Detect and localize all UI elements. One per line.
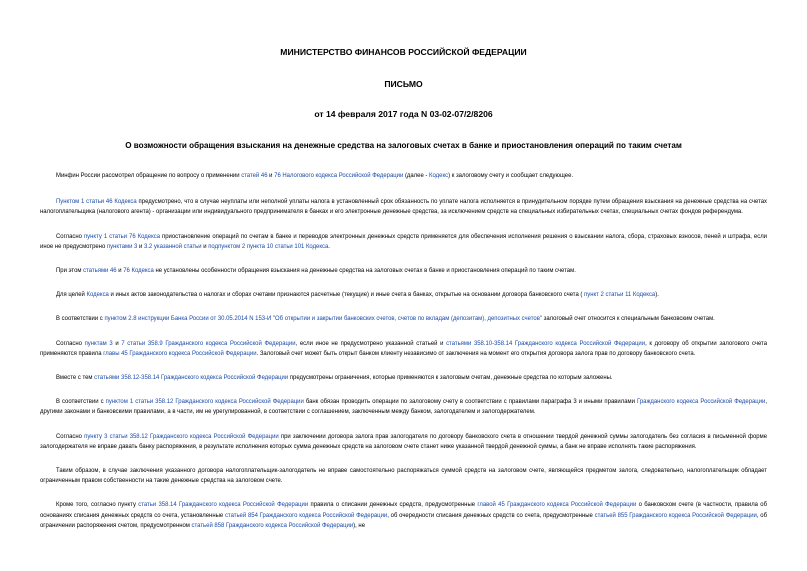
document-link[interactable]: пунктом 2.8 инструкции Банка России от 30.05.2014 N 153-И "Об открытии и закрытии банковских счетов, счетов по вкладам (депозитам), депозитных счетов" [104, 316, 542, 323]
paragraph-text: приостановление операций по счетам в банке и переводов электронных денежных средств применяется для обеспечения исполнения решения о взыскании налога, сбора, страховых взносов, пеней и штрафа, если иное не предусмотрено [40, 233, 767, 250]
paragraph-text: и [116, 268, 124, 275]
document-link[interactable]: Кодекс [429, 173, 449, 179]
paragraph-text: и [137, 243, 144, 250]
ministry-heading: МИНИСТЕРСТВО ФИНАНСОВ РОССИЙСКОЙ ФЕДЕРАЦИИ [280, 47, 527, 57]
document-link[interactable]: 76 Налогового кодекса Российской Федерации [274, 173, 404, 179]
paragraph-text: ), не [353, 522, 365, 529]
body-paragraph [40, 373, 767, 383]
paragraph-text: . Залоговый счет может быть открыт банком клиенту независимо от заключения на момент его открытия договора залога прав по договору банковского счета. [256, 350, 696, 357]
body-paragraph [40, 232, 767, 252]
paragraph-text: предусмотрены ограничения, которые применяются к залоговым счетам, денежные средства по которым заложены. [288, 375, 613, 382]
paragraph-text: , другими законами и банковскими правилами, а в части, им не урегулированной, в соответствии с соглашением, заключенным между банком, залогодателем и залогодержателем. [40, 399, 767, 416]
paragraph-text: и [267, 173, 275, 179]
paragraph-text: о банковском счете (в частности, правила об основаниях списания денежных средств со счета, установленные [40, 502, 767, 519]
paragraph-text: Минфин России рассмотрел обращение по вопросу о применении [56, 173, 242, 179]
paragraph-text: Согласно [56, 433, 85, 440]
body-paragraph [40, 171, 767, 181]
paragraph-text: Таким образом, в случае заключения указанного договора налогоплательщик-залогодатель не вправе самостоятельно распоряжаться суммой средств на залоговом счете, являющейся предметом залога, следовательно, налогоплательщик обладает ограниченным правом собственности на такие денежные средства на залоговом счете. [40, 468, 767, 485]
document-link[interactable]: 76 Кодекса [123, 268, 154, 275]
paragraph-text: При этом [56, 268, 84, 275]
document-link[interactable]: статьи 358.14 Гражданского кодекса Российской Федерации [138, 502, 309, 509]
document-link[interactable]: 3.2 указанной статьи [143, 243, 202, 250]
paragraph-text: банк обязан проводить операции по залоговому счету в соответствии с правилами параграфа 3 и иными правилами [303, 399, 637, 406]
document-body [40, 171, 767, 531]
document-link[interactable]: главы 45 Гражданского кодекса Российской Федерации [103, 350, 257, 357]
document-link[interactable]: статьей 854 Гражданского кодекса Российской Федерации [224, 512, 388, 519]
document-subject: О возможности обращения взыскания на денежные средства на залоговых счетах в банке и приостановления операций по таким счетам [125, 141, 682, 150]
paragraph-text: и иных актов законодательства о налогах и сборах счетами признаются расчетные (текущие) и иные счета в банках, открытые на основании договора банковского счета ( [108, 292, 585, 299]
paragraph-text: , к договору об открытии залогового счета применяются правила [40, 340, 768, 357]
paragraph-text: Для целей [56, 292, 87, 299]
paragraph-text: ) к залоговому счету и сообщает следующее. [448, 173, 574, 179]
document-link[interactable]: статьями 358.10-358.14 Гражданского кодекса Российской Федерации [446, 340, 646, 347]
paragraph-text: Согласно [56, 233, 84, 240]
document-link[interactable]: пунктом 1 статьи 358.12 Гражданского кодекса Российской Федерации [105, 399, 304, 406]
paragraph-text: предусмотрено, что в случае неуплаты или неполной уплаты налога в установленный срок обязанность по уплате налога исполняется в принудительном порядке путем обращения взыскания на денежные средства на счетах налогоплательщика (налогового агента) - организации или индивидуального предпринимателя в банках и его электронные денежные средства, за исключением средств на специальных избирательных счетах, специальных счетах фондов референдума. [40, 199, 767, 216]
document-link[interactable]: статьей 858 Гражданского кодекса Российской Федерации [191, 522, 354, 529]
document-link[interactable]: статей 46 [241, 173, 268, 179]
document-link[interactable]: статьей 855 Гражданского кодекса Российской Федерации [594, 512, 757, 519]
body-paragraph [40, 397, 767, 417]
document-link[interactable]: подпунктом 2 пункта 10 статьи 101 Кодекса [208, 243, 329, 250]
body-paragraph [40, 432, 767, 452]
document-number: от 14 февраля 2017 года N 03-02-07/2/8206 [314, 109, 493, 119]
document-link[interactable]: Кодекса [86, 292, 109, 299]
body-paragraph [40, 466, 767, 486]
document-link[interactable]: пункту 3 статьи 358.12 Гражданского кодекса Российской Федерации [84, 433, 279, 440]
paragraph-text: Вместе с тем [56, 375, 95, 382]
document-link[interactable]: Пунктом 1 статьи 46 Кодекса [56, 199, 137, 206]
body-paragraph [40, 339, 767, 359]
paragraph-text: (далее - [403, 173, 430, 179]
paragraph-text: , об очередности списания денежных средств со счета, предусмотренные [387, 512, 595, 519]
document-link[interactable]: статьями 358.12-358.14 Гражданского кодекса Российской Федерации [94, 375, 289, 382]
paragraph-text: , если иное не предусмотрено указанной статьей и [295, 340, 447, 347]
paragraph-text: Кроме того, согласно пункту [56, 502, 139, 509]
body-paragraph [40, 290, 767, 300]
paragraph-text: В соответствии с [56, 316, 105, 323]
document-link[interactable]: статьями 46 [83, 268, 117, 275]
document-link[interactable]: пунктами 3 [106, 243, 138, 250]
paragraph-text: Согласно [56, 340, 85, 347]
body-paragraph [40, 266, 767, 276]
paragraph-text: и [112, 340, 122, 347]
document-link[interactable]: пунктам 3 [84, 340, 113, 347]
document-type: ПИСЬМО [384, 79, 423, 89]
paragraph-text: ). [655, 292, 659, 299]
body-paragraph [40, 197, 767, 217]
body-paragraph [40, 314, 767, 324]
document-link[interactable]: Гражданского кодекса Российской Федерации [636, 399, 766, 406]
document-link[interactable]: пункту 1 статьи 76 Кодекса [83, 233, 160, 240]
paragraph-text: В соответствии с [56, 399, 106, 406]
paragraph-text: при заключении договора залога прав залогодателя по договору банковского счета в отношении твердой денежной суммы залогодатель без согласия в письменной форме залогодержателя не вправе давать банку распоряжения, в результате исполнения которых сумма денежных средств на залоговом счете станет ниже указанной твердой денежной суммы, а банк не вправе исполнять такие распоряжения. [40, 433, 767, 450]
document-link[interactable]: 7 статьи 358.9 Гражданского кодекса Российской Федерации [121, 340, 296, 347]
document-link[interactable]: пункт 2 статьи 11 Кодекса [584, 292, 656, 299]
body-paragraph [40, 500, 767, 531]
document-link[interactable]: главой 45 Гражданского кодекса Российской Федерации [477, 502, 637, 509]
paragraph-text: , об ограничении распоряжения счетом, предусмотренном [40, 512, 768, 529]
paragraph-text: залоговый счет относится к специальным банковским счетам. [541, 316, 715, 323]
paragraph-text: . [328, 243, 330, 250]
paragraph-text: не установлены особенности обращения взыскания на денежные средства на залоговых счетах в банке и приостановления операций по таким счетам. [153, 268, 576, 275]
paragraph-text: правила о списании денежных средств, предусмотренные [308, 502, 478, 509]
paragraph-text: и [201, 243, 209, 250]
